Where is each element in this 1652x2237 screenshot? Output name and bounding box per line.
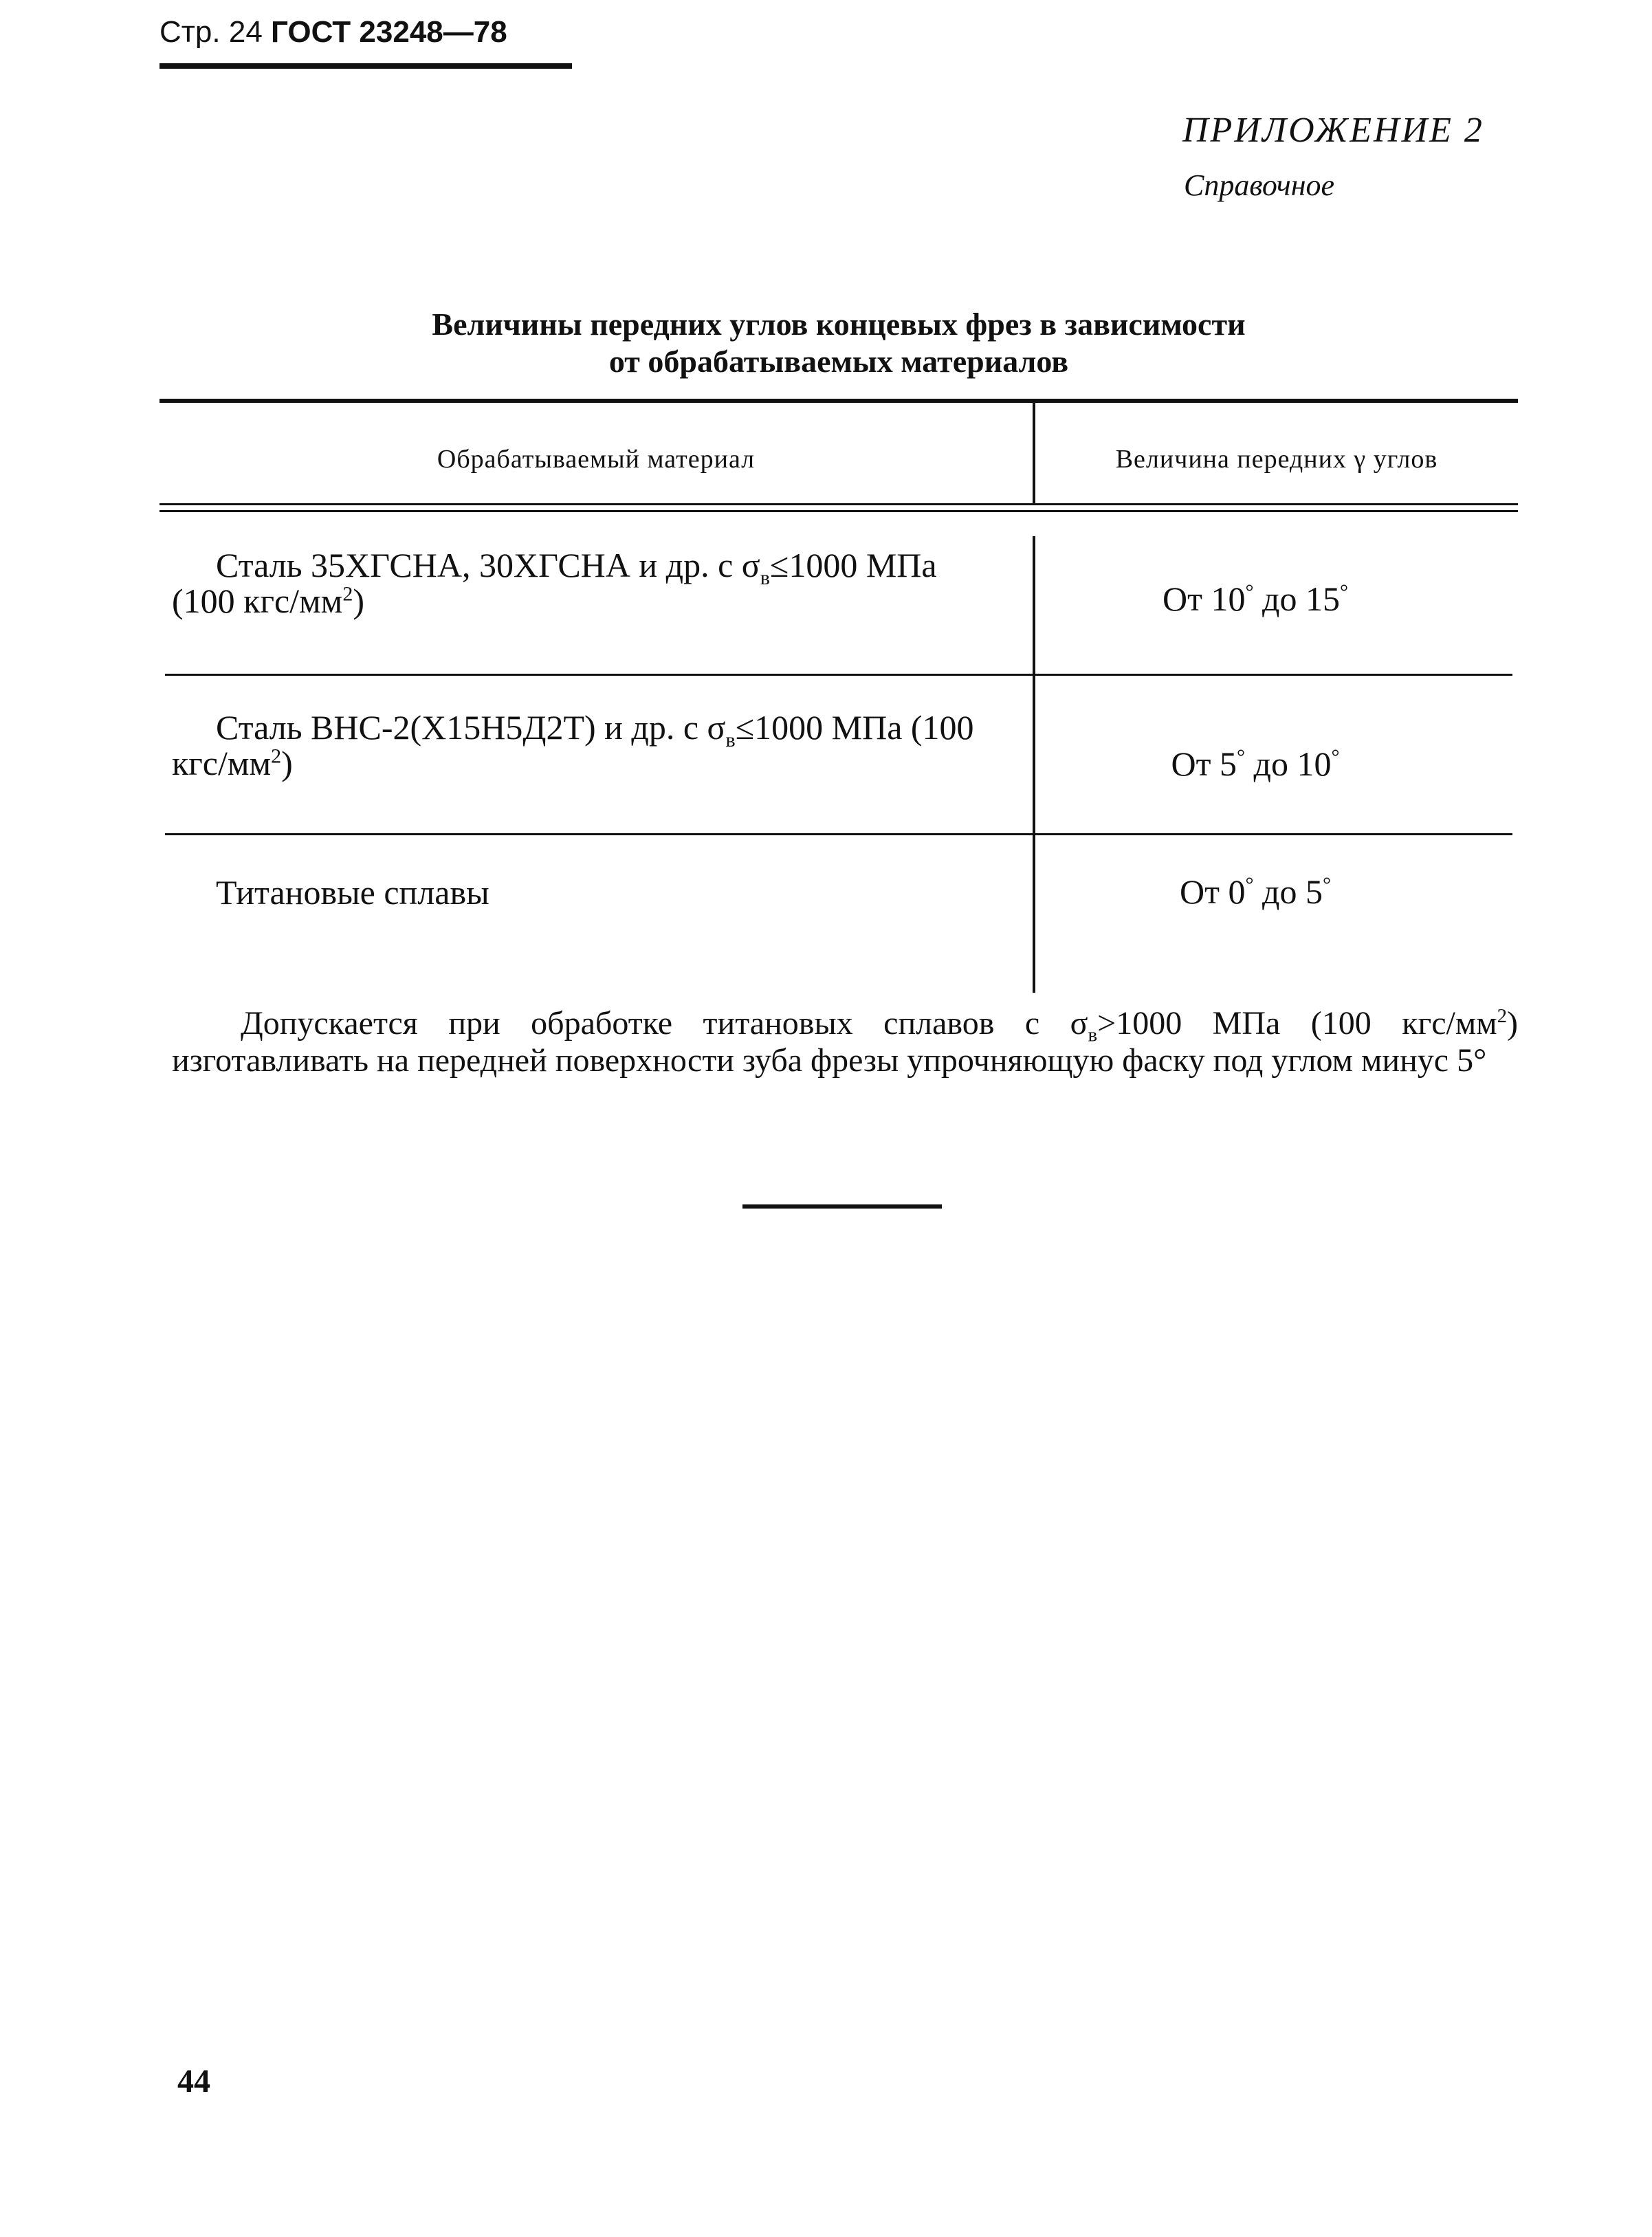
header-bottom-rule-1 — [159, 503, 1518, 505]
table-row-3-material: Титановые сплавы — [216, 873, 489, 912]
page-label: Стр. 24 — [159, 15, 263, 49]
header-bottom-rule-2 — [159, 510, 1518, 512]
row-divider-1 — [165, 674, 1512, 676]
table-title-line-1: Величины передних углов концевых фрез в зависимости — [432, 307, 1246, 342]
table-row-1-material: Сталь 35ХГСНА, 30ХГСНА и др. с $\sigma_в\le 1000$ МПа (100 кгс/$мм^2$) — [172, 546, 937, 620]
table-title-line-2: от обрабатываемых материалов — [608, 344, 1069, 379]
appendix-status: Справочное — [1184, 168, 1335, 202]
table-top-rule — [159, 399, 1518, 403]
note-paragraph: Допускается при обработке титановых сплавов с $\sigma_в>1000$ МПа (100 кгс/$мм^2$) изготавливать на передней поверхности зуба фрезы упрочняющую фаску под углом минус 5° — [172, 1005, 1518, 1079]
table-title — [159, 306, 1518, 380]
page-number: 44 — [177, 2063, 210, 2100]
row-divider-2 — [165, 833, 1512, 835]
table-row-1-rake-angle: От 10° до 15° — [1163, 580, 1348, 618]
column-header-rake-angle: Величина передних γ углов — [1115, 445, 1438, 474]
appendix-title: ПРИЛОЖЕНИЕ 2 — [1182, 111, 1484, 150]
header-rule — [159, 63, 572, 69]
running-head — [159, 15, 507, 49]
standard-number: ГОСТ 23248—78 — [271, 15, 507, 49]
end-rule — [742, 1204, 942, 1209]
column-header-material: Обрабатываемый материал — [437, 445, 756, 474]
table-row-2-material: Сталь ВНС-2(Х15Н5Д2Т) и др. с $\sigma_в\le 1000$ МПа (100 кгс/$мм^2$) — [172, 708, 974, 782]
table-row-2-rake-angle: От 5° до 10° — [1171, 745, 1340, 783]
table-row-3-rake-angle: От 0° до 5° — [1180, 872, 1331, 911]
